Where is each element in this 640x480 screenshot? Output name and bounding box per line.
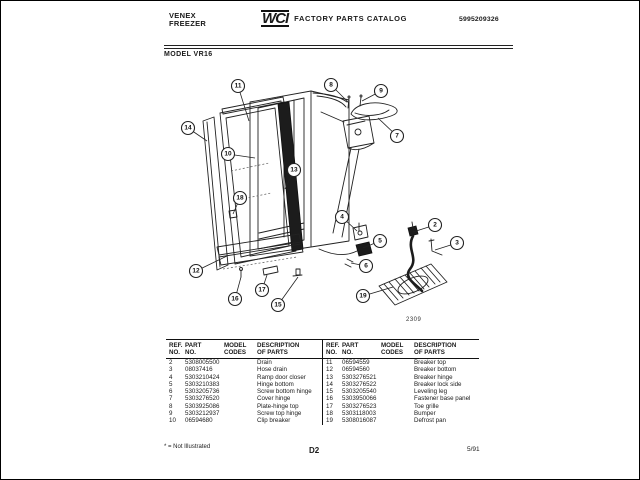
part-no: 5303205736 <box>185 388 220 396</box>
parts-table-right <box>323 340 479 425</box>
table-header <box>166 340 322 359</box>
part-no: 5303276522 <box>342 380 377 388</box>
part-no: 06594559 <box>342 359 370 366</box>
part-description: Cover hinge <box>257 395 291 403</box>
table-row <box>323 410 479 417</box>
table-row <box>166 374 322 381</box>
model-codes <box>381 403 414 410</box>
ref-no: 3 <box>169 366 173 374</box>
table-row <box>323 403 479 410</box>
model-codes <box>381 395 414 402</box>
part-description: Leveling leg <box>414 388 448 396</box>
model-codes <box>224 366 257 373</box>
ref-no: 18 <box>326 410 333 418</box>
part-no: 08037416 <box>185 366 213 374</box>
part-no: 5303276520 <box>185 395 220 403</box>
part-description: Breaker lock side <box>414 380 462 388</box>
part-description: Breaker hinge <box>414 373 453 381</box>
part-no: 5303212937 <box>185 410 220 418</box>
part-no: 5303950066 <box>342 395 377 403</box>
callout-number-7: 7 <box>395 132 399 140</box>
ref-no: 14 <box>326 380 333 388</box>
callout-number-8: 8 <box>329 81 333 89</box>
diagram-code: 2309 <box>406 317 422 323</box>
col-desc-header: DESCRIPTION OF PARTS <box>257 342 300 356</box>
table-row <box>166 410 322 417</box>
ref-no: 11 <box>326 359 333 366</box>
part-description: Breaker bottom <box>414 366 457 374</box>
ref-no: 8 <box>169 402 173 410</box>
callout-number-19: 19 <box>359 292 367 300</box>
part-no: 5308016087 <box>342 417 377 425</box>
callout-number-15: 15 <box>274 301 282 309</box>
ref-no: 17 <box>326 402 333 410</box>
part-description: Defrost pan <box>414 417 446 425</box>
ref-no: 7 <box>169 395 173 403</box>
table-row <box>323 366 479 373</box>
model-codes <box>224 374 257 381</box>
part-description: Screw top hinge <box>257 410 302 418</box>
part-description: Screw bottom hinge <box>257 388 312 396</box>
part-description: Hinge bottom <box>257 380 294 388</box>
ref-no: 19 <box>326 417 333 425</box>
table-row <box>166 395 322 402</box>
ref-no: 5 <box>169 380 173 388</box>
ref-no: 2 <box>169 359 173 366</box>
callout-number-2: 2 <box>433 221 437 229</box>
model-codes <box>224 388 257 395</box>
model-codes <box>224 403 257 410</box>
table-row <box>323 374 479 381</box>
model-label: MODEL VR16 <box>164 51 213 58</box>
callout-number-16: 16 <box>231 295 239 303</box>
brand-line2: FREEZER <box>169 19 207 28</box>
ref-no: 6 <box>169 388 173 396</box>
part-description: Clip breaker <box>257 417 291 425</box>
callout-number-9: 9 <box>379 87 383 95</box>
part-no: 5303205540 <box>342 388 377 396</box>
model-codes <box>381 410 414 417</box>
table-row <box>323 388 479 395</box>
model-codes <box>224 359 257 366</box>
part-no: 5303210383 <box>185 380 220 388</box>
part-no: 06594680 <box>185 417 213 425</box>
table-row <box>166 366 322 373</box>
model-codes <box>381 374 414 381</box>
col-desc-header: DESCRIPTION OF PARTS <box>414 342 457 356</box>
callout-number-17: 17 <box>258 286 266 294</box>
part-no: 5308005500 <box>185 359 220 366</box>
table-row <box>166 388 322 395</box>
callout-number-10: 10 <box>224 150 232 158</box>
callout-number-6: 6 <box>364 262 368 270</box>
part-description: Hose drain <box>257 366 287 374</box>
callout-number-12: 12 <box>192 267 200 275</box>
part-no: 5303276523 <box>342 402 377 410</box>
callout-number-5: 5 <box>378 237 382 245</box>
part-description: Toe grille <box>414 402 439 410</box>
catalog-number: 5995209326 <box>459 16 499 23</box>
ref-no: 13 <box>326 373 333 381</box>
part-no: 06594560 <box>342 366 370 374</box>
callout-number-4: 4 <box>340 213 344 221</box>
callout-number-18: 18 <box>236 194 244 202</box>
col-ref-header: REF. NO. <box>326 342 340 356</box>
model-codes <box>381 381 414 388</box>
catalog-title: FACTORY PARTS CATALOG <box>294 14 408 23</box>
table-row <box>166 359 322 366</box>
ref-no: 12 <box>326 366 333 374</box>
table-header <box>323 340 479 359</box>
model-codes <box>224 395 257 402</box>
table-row <box>323 417 479 424</box>
model-codes <box>381 388 414 395</box>
model-codes <box>224 381 257 388</box>
part-description: Bumper <box>414 410 436 418</box>
callout-number-3: 3 <box>455 239 459 247</box>
part-no: 5303210424 <box>185 373 220 381</box>
ref-no: 15 <box>326 388 333 396</box>
part-no: 5303925086 <box>185 402 220 410</box>
table-row <box>323 395 479 402</box>
part-description: Fastener base panel <box>414 395 471 403</box>
date-code: 5/91 <box>467 446 480 453</box>
wci-logo: WCI <box>262 10 289 27</box>
col-part-header: PART NO. <box>342 342 359 356</box>
part-no: 5303118003 <box>342 410 376 418</box>
col-ref-header: REF. NO. <box>169 342 183 356</box>
col-model-header: MODEL CODES <box>381 342 404 356</box>
callout-number-11: 11 <box>234 82 242 90</box>
ref-no: 9 <box>169 410 173 418</box>
col-part-header: PART NO. <box>185 342 202 356</box>
not-illustrated-note: * = Not Illustrated <box>164 444 211 450</box>
model-codes <box>224 417 257 424</box>
model-codes <box>381 366 414 373</box>
table-row <box>166 381 322 388</box>
table-row <box>166 417 322 424</box>
ref-no: 16 <box>326 395 333 403</box>
parts-table-left <box>166 340 322 425</box>
callout-number-14: 14 <box>184 124 192 132</box>
part-description: Drain <box>257 359 272 366</box>
ref-no: 10 <box>169 417 176 425</box>
parts-table-region <box>166 339 479 425</box>
part-no: 5303276521 <box>342 373 377 381</box>
table-row <box>323 381 479 388</box>
part-description: Breaker top <box>414 359 446 366</box>
page-number: D2 <box>309 446 320 455</box>
part-description: Plate-hinge top <box>257 402 299 410</box>
table-row <box>166 403 322 410</box>
callout-number-13: 13 <box>290 166 298 174</box>
model-codes <box>224 410 257 417</box>
table-row <box>323 359 479 366</box>
part-description: Ramp door closer <box>257 373 306 381</box>
brand-line1: VENEX <box>169 11 196 20</box>
model-codes <box>381 359 414 366</box>
model-codes <box>381 417 414 424</box>
col-model-header: MODEL CODES <box>224 342 247 356</box>
ref-no: 4 <box>169 373 173 381</box>
